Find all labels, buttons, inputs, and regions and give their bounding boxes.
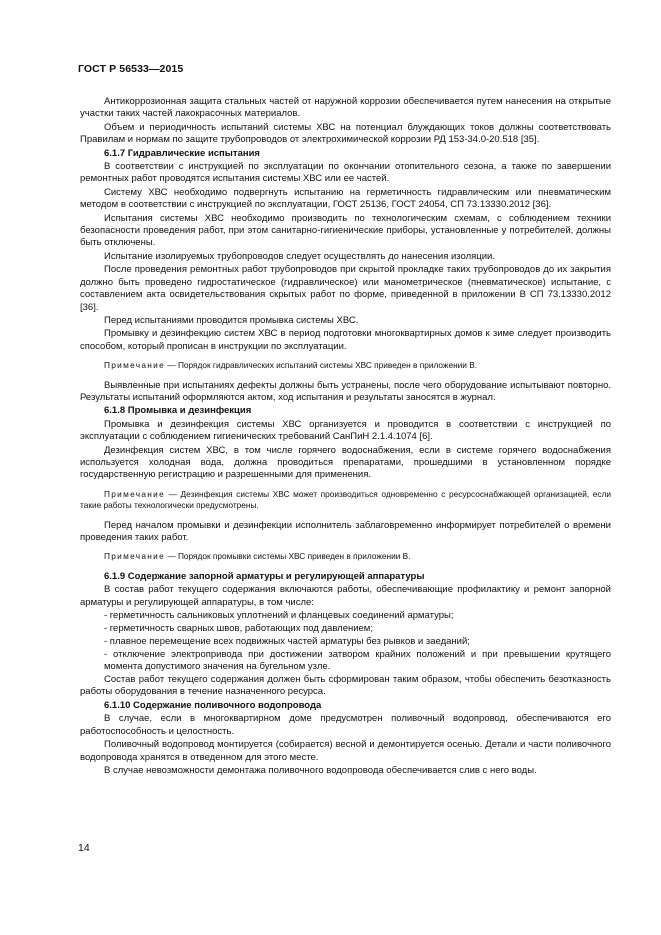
paragraph: Состав работ текущего содержания должен быть сформирован таким образом, чтобы обеспечить безотказность работы оборудования в течение назначенного ресурса. xyxy=(80,674,611,698)
list-item: - герметичность сальниковых уплотнений и фланцевых соединений арматуры; xyxy=(104,610,454,622)
paragraph: Антикоррозионная защита стальных частей от наружной коррозии обеспечивается путем нанесения на открытые участки таких частей лакокрасочных материалов. xyxy=(80,96,611,120)
note-text: — Порядок промывки системы ХВС приведен в приложении В. xyxy=(165,551,411,562)
paragraph: После проведения ремонтных работ трубопроводов при скрытой прокладке таких трубопроводов до их закрытия должно быть проведено гидростатическое (гидравлическое) или манометрическое (пневматическое) испытание, с составлением акта освидетельствования скрытых работ по форме, приведенной в приложении В СП 73.13330.2012 [36]. xyxy=(80,264,611,313)
note-text: — Дезинфекция системы ХВС может производиться одновременно с ресурсоснабжающей организацией, если такие работы технологически предусмотрены. xyxy=(80,488,611,511)
section-heading-6-1-8: 6.1.8 Промывка и дезинфекция xyxy=(104,405,252,417)
list-item: - отключение электропривода при достижении затвором крайних положений и при превышении крутящего момента допустимого значения на бугельном узле. xyxy=(104,648,611,673)
note-label: Примечание xyxy=(104,551,166,562)
paragraph: В случае невозможности демонтажа поливочного водопровода обеспечивается слив с него воды. xyxy=(104,764,537,776)
paragraph: Промывка и дезинфекция системы ХВС организуется и проводится в соответствии с инструкцией по эксплуатации с соблюдением гигиенических требований СанПиН 2.1.4.1074 [6]. xyxy=(80,418,611,443)
paragraph: Выявленные при испытаниях дефекты должны быть устранены, после чего оборудование испытывают повторно. Результаты испытаний оформляются актом, ход испытания и результаты заносятся в журнал. xyxy=(80,379,611,403)
paragraph: Испытания системы ХВС необходимо производить по технологическим схемам, с соблюдением техники безопасности проведения работ, при этом санитарно-гигиенические приборы, установленные у потребителей, должны быть отключены. xyxy=(80,212,611,249)
paragraph: Перед началом промывки и дезинфекции исполнитель заблаговременно информирует потребителей о времени проведения таких работ. xyxy=(80,519,611,543)
list-item: - плавное перемещение всех подвижных частей арматуры без рывков и заеданий; xyxy=(104,635,470,647)
note xyxy=(80,551,611,562)
list-item: - герметичность сварных швов, работающих под давлением; xyxy=(104,622,373,634)
paragraph: В случае, если в многоквартирном доме предусмотрен поливочный водопровод, обеспечиваются его работоспособность и целостность. xyxy=(80,713,611,737)
section-heading-6-1-10: 6.1.10 Содержание поливочного водопровода xyxy=(104,699,322,711)
paragraph: В состав работ текущего содержания включаются работы, обеспечивающие профилактику и ремонт запорной арматуры и регулирующей аппаратуры, в том числе: xyxy=(80,584,611,608)
paragraph: В соответствии с инструкцией по эксплуатации по окончании отопительного сезона, а также по завершении ремонтных работ проводятся испытания системы ХВС или ее частей. xyxy=(80,161,611,185)
paragraph: Поливочный водопровод монтируется (собирается) весной и демонтируется осенью. Детали и части поливочного водопровода хранятся в отведенном для этого месте. xyxy=(80,739,611,763)
paragraph: Систему ХВС необходимо подвергнуть испытанию на герметичность гидравлическим или пневматическим методом в соответствии с инструкцией по эксплуатации, ГОСТ 25136, ГОСТ 24054, СП 73.13330.2012 [36]. xyxy=(80,186,611,211)
note-text: — Порядок гидравлических испытаний системы ХВС приведен в приложении В. xyxy=(165,360,478,371)
paragraph: Промывку и дезинфекцию систем ХВС в период подготовки многоквартирных домов к зиме следует производить способом, который прописан в инструкции по эксплуатации. xyxy=(80,328,611,352)
section-heading-6-1-7: 6.1.7 Гидравлические испытания xyxy=(104,147,260,159)
note xyxy=(80,489,611,512)
paragraph: Испытание изолируемых трубопроводов следует осуществлять до нанесения изоляции. xyxy=(104,250,495,262)
note-label: Примечание xyxy=(104,360,166,371)
paragraph: Перед испытаниями проводится промывка системы ХВС. xyxy=(104,314,359,326)
paragraph: Объем и периодичность испытаний системы ХВС на потенциал блуждающих токов должны соответствовать Правилам и нормам по защите трубопроводов от электрохимической коррозии РД 153-34.0-20.518 [35]. xyxy=(80,121,611,146)
note-label: Примечание xyxy=(104,488,166,499)
section-heading-6-1-9: 6.1.9 Содержание запорной арматуры и регулирующей аппаратуры xyxy=(104,570,425,582)
note xyxy=(80,360,611,371)
body-text xyxy=(80,96,611,778)
paragraph: Дезинфекция систем ХВС, в том числе горячего водоснабжения, если в системе горячего водоснабжения используется холодная вода, должна проводиться препаратами, прошедшими в установленном порядке государственную регистрацию и разрешенными для применения. xyxy=(80,444,611,481)
page-number: 14 xyxy=(78,842,90,854)
document-header: ГОСТ Р 56533—2015 xyxy=(78,63,184,75)
